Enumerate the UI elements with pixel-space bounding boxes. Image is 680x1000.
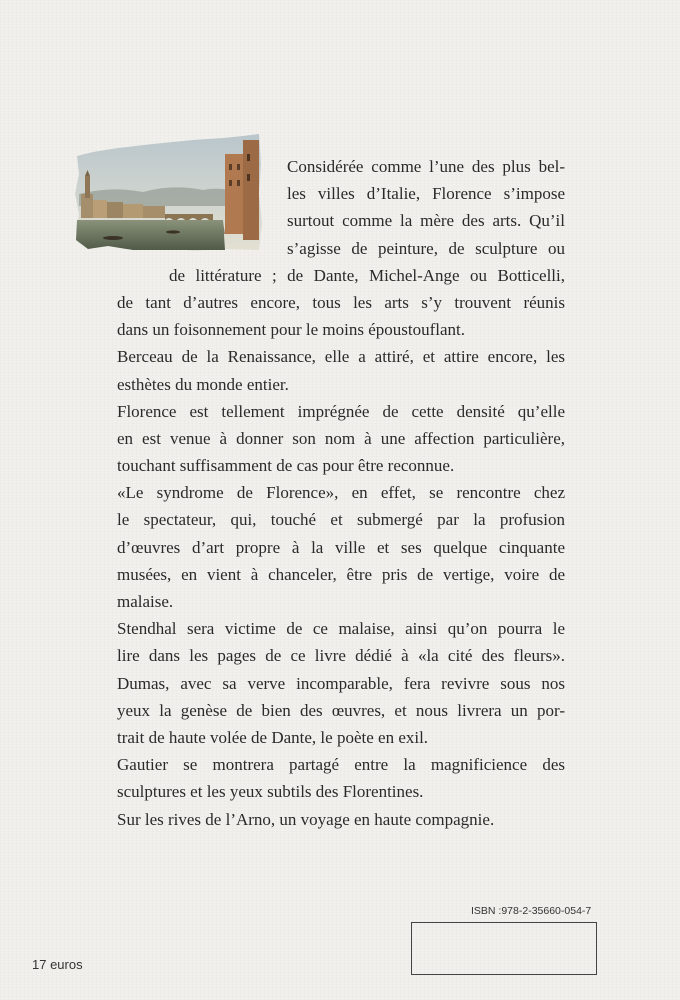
text-line: touchant suffisamment de cas pour être reconnue. <box>117 456 455 476</box>
text-line: Berceau de la Renaissance, elle a attiré, et attire encore, les <box>117 347 565 367</box>
text-line: esthètes du monde entier. <box>117 374 289 394</box>
text-line: Dumas, avec sa verve incomparable, fera revivre sous nos <box>117 673 565 693</box>
text-line: Gautier se montrera partagé entre la magnificience des <box>117 755 565 775</box>
text-line: trait de haute volée de Dante, le poète en exil. <box>117 727 429 747</box>
isbn-label: ISBN :978-2-35660-054-7 <box>471 905 592 917</box>
text-line: en est venue à donner son nom à une affection particulière, <box>117 428 565 448</box>
text-line: lire dans les pages de ce livre dédié à «la cité des fleurs». <box>117 646 565 666</box>
text-line: de tant d’autres encore, tous les arts s’y trouvent réunis <box>117 292 565 312</box>
text-line: s’agisse de peinture, de sculpture ou <box>287 238 565 258</box>
text-line: sculptures et les yeux subtils des Florentines. <box>117 782 424 802</box>
text-line: yeux la genèse de bien des œuvres, et nous livrera un por- <box>117 700 565 720</box>
text-line: Stendhal sera victime de ce malaise, ainsi qu’on pourra le <box>117 619 565 639</box>
text-line: d’œuvres d’art propre à la ville et ses quelque cinquante <box>117 537 565 557</box>
text-line: Considérée comme l’une des plus bel- <box>287 157 565 176</box>
description-text <box>117 153 565 833</box>
barcode-placeholder <box>411 922 597 975</box>
text-line: dans un foisonnement pour le moins époustouflant. <box>117 320 465 340</box>
text-line: de littérature ; de Dante, Michel-Ange ou Botticelli, <box>169 265 565 285</box>
text-line: malaise. <box>117 592 174 611</box>
text-line: les villes d’Italie, Florence s’impose <box>287 184 565 204</box>
text-line: musées, en vient à chanceler, être pris de vertige, voire de <box>117 564 565 584</box>
price-label: 17 euros <box>32 957 83 972</box>
text-line: le spectateur, qui, touché et submergé par la profusion <box>117 510 565 530</box>
text-line: Sur les rives de l’Arno, un voyage en haute compagnie. <box>117 809 495 829</box>
text-line: «Le syndrome de Florence», en effet, se rencontre chez <box>117 483 565 503</box>
text-line: surtout comme la mère des arts. Qu’il <box>287 211 565 231</box>
text-line: Florence est tellement imprégnée de cette densité qu’elle <box>117 401 565 421</box>
